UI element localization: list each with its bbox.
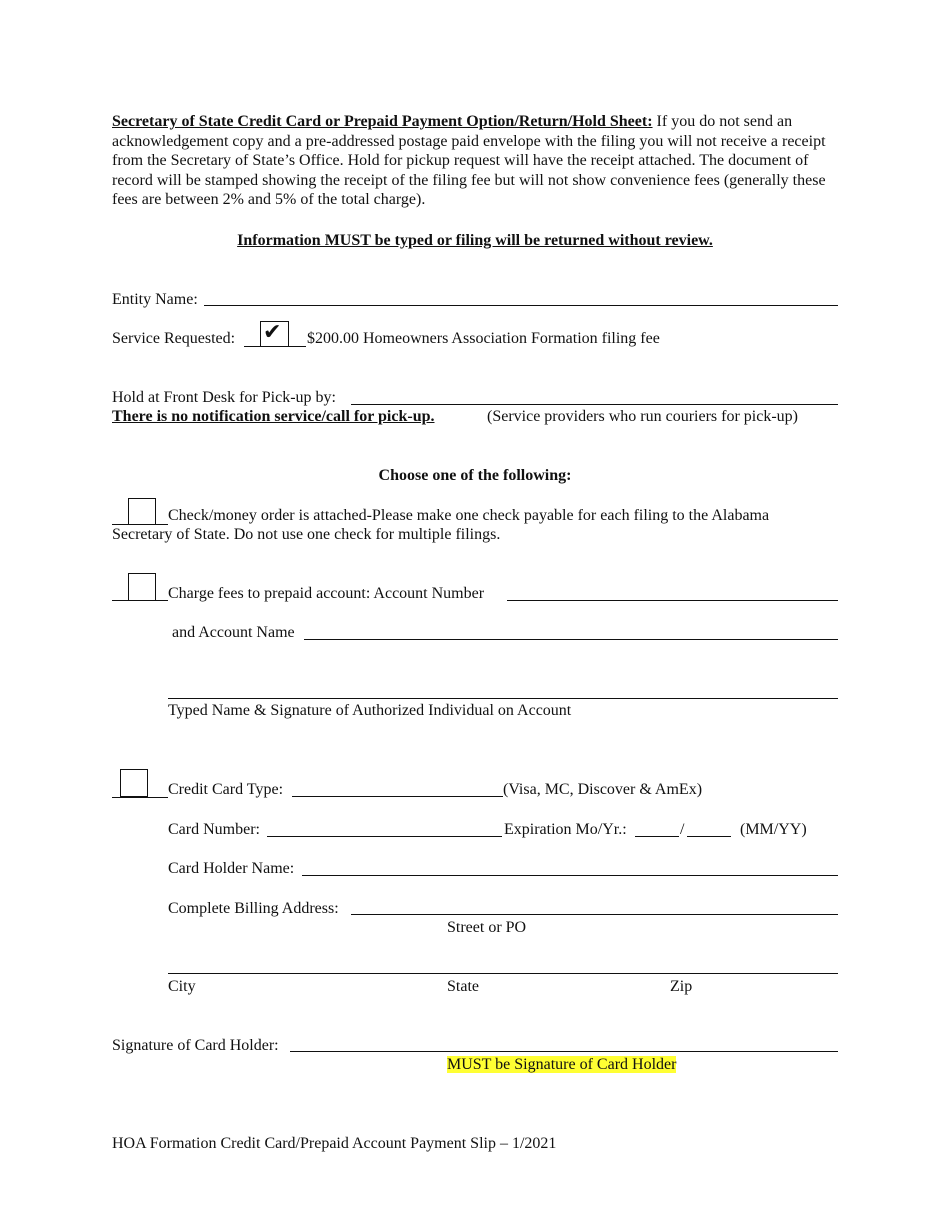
signature-must-note (447, 1055, 676, 1074)
card-holder-signature-label: Signature of Card Holder: (112, 1037, 279, 1054)
no-notification-note (112, 407, 435, 426)
expiration-slash: / (680, 821, 685, 838)
account-name-label: and Account Name (172, 624, 295, 641)
hold-label: Hold at Front Desk for Pick-up by: (112, 389, 336, 406)
prepaid-option-checkbox[interactable] (128, 573, 156, 601)
authorized-signature-field[interactable] (168, 698, 838, 699)
typed-notice-text: Information MUST be typed or filing will be returned without review. (237, 232, 713, 249)
entity-name-label: Entity Name: (112, 291, 198, 308)
card-type-note: (Visa, MC, Discover & AmEx) (503, 781, 703, 798)
footer-text: HOA Formation Credit Card/Prepaid Account Payment Slip – 1/2021 (112, 1135, 557, 1152)
expiration-month-field[interactable] (635, 836, 679, 837)
signature-must-note-text: MUST be Signature of Card Holder (447, 1056, 677, 1073)
intro-paragraph (112, 112, 840, 210)
hold-pickup-field[interactable] (351, 404, 838, 405)
choose-heading: Choose one of the following: (378, 467, 572, 484)
intro-body: If you do not send an acknowledgement copy and a pre-addressed postage paid envelope with the filing you will not receive a receipt from the Secretary of State’s Office. Hold for pickup request will have the receipt attached. The document of record will be stamped showing the receipt of the filing fee but will not show convenience fees (generally these fees are between 2% and 5% of the total charge). (112, 113, 826, 209)
credit-option-checkbox[interactable] (120, 769, 148, 797)
city-caption: City (168, 978, 196, 995)
card-holder-signature-field[interactable] (290, 1051, 838, 1052)
typed-notice (0, 231, 950, 250)
street-caption: Street or PO (447, 919, 527, 936)
couriers-note: (Service providers who run couriers for pick-up) (487, 408, 799, 425)
checkmark-icon: ✔ (263, 320, 282, 345)
state-caption: State (447, 978, 479, 995)
service-checkbox[interactable] (260, 321, 289, 347)
service-requested-label: Service Requested: (112, 330, 236, 347)
service-line-right (289, 346, 306, 347)
account-number-field[interactable] (507, 600, 838, 601)
expiration-year-field[interactable] (687, 836, 731, 837)
expiration-label: Expiration Mo/Yr.: (504, 821, 627, 838)
billing-address-label: Complete Billing Address: (168, 900, 339, 917)
card-type-field[interactable] (292, 796, 503, 797)
no-notification-text: There is no notification service/call for pick-up. (112, 408, 435, 425)
credit-option-line (112, 797, 168, 798)
zip-caption: Zip (670, 978, 693, 995)
expiration-format: (MM/YY) (740, 821, 807, 838)
service-fee-text: $200.00 Homeowners Association Formation filing fee (307, 330, 660, 347)
card-type-label: Credit Card Type: (168, 781, 284, 798)
entity-name-field[interactable] (204, 305, 838, 306)
card-holder-name-label: Card Holder Name: (168, 860, 295, 877)
billing-street-field[interactable] (351, 914, 838, 915)
account-name-field[interactable] (304, 639, 838, 640)
check-option-text-2: Secretary of State. Do not use one check for multiple filings. (112, 526, 501, 543)
check-option-checkbox[interactable] (128, 498, 156, 525)
intro-heading: Secretary of State Credit Card or Prepaid Payment Option/Return/Hold Sheet: (112, 113, 653, 130)
card-number-field[interactable] (267, 836, 502, 837)
service-line-left (244, 346, 261, 347)
card-holder-name-field[interactable] (302, 875, 838, 876)
account-number-label: Charge fees to prepaid account: Account Number (168, 585, 485, 602)
check-option-text-1: Check/money order is attached-Please make one check payable for each filing to the Alabama (168, 507, 770, 524)
billing-city-state-zip-field[interactable] (168, 973, 838, 974)
card-number-label: Card Number: (168, 821, 260, 838)
authorized-signature-caption: Typed Name & Signature of Authorized Individual on Account (168, 702, 572, 719)
